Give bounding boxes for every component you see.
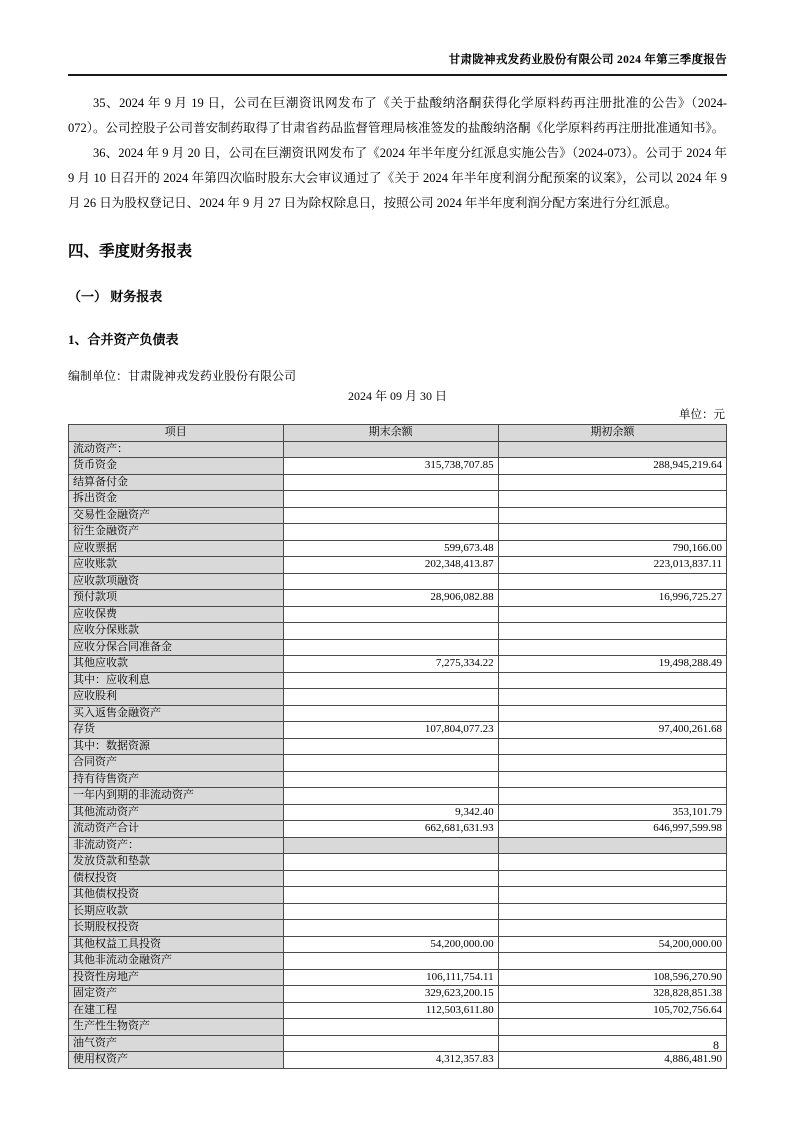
row-ending-balance <box>283 837 498 854</box>
row-label: 投资性房地产 <box>69 969 284 986</box>
row-ending-balance: 4,312,357.83 <box>283 1052 498 1069</box>
table-row <box>69 755 727 772</box>
row-label: 衍生金融资产 <box>69 524 284 541</box>
row-ending-balance <box>283 639 498 656</box>
row-label: 其中：应收利息 <box>69 672 284 689</box>
unit-label: 单位：元 <box>679 409 725 421</box>
table-row <box>69 656 727 673</box>
report-title: 甘肃陇神戎发药业股份有限公司 2024 年第三季度报告 <box>448 54 727 66</box>
table-row <box>69 557 727 574</box>
row-ending-balance <box>283 1035 498 1052</box>
row-label: 应收分保合同准备金 <box>69 639 284 656</box>
row-beginning-balance <box>498 524 726 541</box>
balance-sheet-body <box>69 441 727 1068</box>
row-beginning-balance <box>498 507 726 524</box>
row-ending-balance <box>283 738 498 755</box>
row-label: 拆出资金 <box>69 491 284 508</box>
table-row <box>69 441 727 458</box>
row-beginning-balance <box>498 903 726 920</box>
table-row <box>69 689 727 706</box>
row-ending-balance <box>283 474 498 491</box>
row-label: 其他非流动金融资产 <box>69 953 284 970</box>
row-label: 其中：数据资源 <box>69 738 284 755</box>
row-label: 货币资金 <box>69 458 284 475</box>
table-row <box>69 903 727 920</box>
row-beginning-balance: 288,945,219.64 <box>498 458 726 475</box>
row-label: 流动资产： <box>69 441 284 458</box>
row-beginning-balance: 54,200,000.00 <box>498 936 726 953</box>
table-row <box>69 821 727 838</box>
row-ending-balance: 9,342.40 <box>283 804 498 821</box>
table-row <box>69 573 727 590</box>
table-row <box>69 672 727 689</box>
row-beginning-balance <box>498 573 726 590</box>
table-row <box>69 788 727 805</box>
row-ending-balance <box>283 689 498 706</box>
table-row <box>69 722 727 739</box>
subsection-heading-financial-statements: （一） 财务报表 <box>68 289 163 304</box>
row-ending-balance <box>283 491 498 508</box>
body-text <box>68 91 727 216</box>
table-row <box>69 837 727 854</box>
table-row <box>69 639 727 656</box>
row-beginning-balance <box>498 639 726 656</box>
row-beginning-balance: 19,498,288.49 <box>498 656 726 673</box>
table-row <box>69 507 727 524</box>
row-ending-balance <box>283 920 498 937</box>
column-header-beginning-balance: 期初余额 <box>498 425 726 442</box>
row-beginning-balance: 108,596,270.90 <box>498 969 726 986</box>
row-beginning-balance <box>498 920 726 937</box>
row-label: 债权投资 <box>69 870 284 887</box>
statement-heading-balance-sheet: 1、合并资产负债表 <box>68 332 179 347</box>
row-ending-balance: 7,275,334.22 <box>283 656 498 673</box>
row-label: 非流动资产： <box>69 837 284 854</box>
table-row <box>69 623 727 640</box>
row-beginning-balance: 97,400,261.68 <box>498 722 726 739</box>
paragraph-35: 35、2024 年 9 月 19 日，公司在巨潮资讯网发布了《关于盐酸纳洛酮获得化学原料药再注册批准的公告》（2024-072）。公司控股子公司普安制药取得了甘肃省药品监督管理局核准签发的盐酸纳洛酮《化学原料药再注册批准通知书》。 <box>68 96 727 135</box>
row-ending-balance <box>283 507 498 524</box>
row-label: 生产性生物资产 <box>69 1019 284 1036</box>
page-content <box>68 0 727 1069</box>
row-label: 应收账款 <box>69 557 284 574</box>
table-row <box>69 920 727 937</box>
row-label: 其他流动资产 <box>69 804 284 821</box>
table-row <box>69 1002 727 1019</box>
row-ending-balance: 28,906,082.88 <box>283 590 498 607</box>
row-ending-balance: 315,738,707.85 <box>283 458 498 475</box>
row-ending-balance <box>283 672 498 689</box>
table-row <box>69 969 727 986</box>
statement-date: 2024 年 09 月 30 日 <box>347 389 447 403</box>
table-row <box>69 854 727 871</box>
row-beginning-balance <box>498 623 726 640</box>
column-header-ending-balance: 期末余额 <box>283 425 498 442</box>
row-beginning-balance <box>498 953 726 970</box>
row-label: 结算备付金 <box>69 474 284 491</box>
row-ending-balance: 54,200,000.00 <box>283 936 498 953</box>
row-beginning-balance: 223,013,837.11 <box>498 557 726 574</box>
row-ending-balance: 107,804,077.23 <box>283 722 498 739</box>
row-ending-balance <box>283 788 498 805</box>
row-beginning-balance <box>498 887 726 904</box>
table-row <box>69 936 727 953</box>
row-beginning-balance <box>498 441 726 458</box>
row-beginning-balance <box>498 689 726 706</box>
report-header <box>68 0 727 76</box>
row-ending-balance: 662,681,631.93 <box>283 821 498 838</box>
row-label: 买入返售金融资产 <box>69 705 284 722</box>
row-ending-balance: 202,348,413.87 <box>283 557 498 574</box>
row-beginning-balance <box>498 474 726 491</box>
row-ending-balance <box>283 870 498 887</box>
row-ending-balance <box>283 573 498 590</box>
table-row <box>69 771 727 788</box>
row-label: 发放贷款和垫款 <box>69 854 284 871</box>
row-label: 应收股利 <box>69 689 284 706</box>
row-beginning-balance <box>498 738 726 755</box>
section-heading-quarterly-statements: 四、季度财务报表 <box>68 243 193 260</box>
row-label: 长期应收款 <box>69 903 284 920</box>
table-row <box>69 474 727 491</box>
row-beginning-balance <box>498 788 726 805</box>
row-label: 油气资产 <box>69 1035 284 1052</box>
row-ending-balance <box>283 854 498 871</box>
row-ending-balance <box>283 755 498 772</box>
balance-sheet-table <box>68 424 727 1069</box>
row-beginning-balance <box>498 1019 726 1036</box>
row-label: 长期股权投资 <box>69 920 284 937</box>
table-row <box>69 1035 727 1052</box>
row-beginning-balance <box>498 705 726 722</box>
row-ending-balance <box>283 903 498 920</box>
row-beginning-balance: 790,166.00 <box>498 540 726 557</box>
column-header-item: 项目 <box>69 425 284 442</box>
table-row <box>69 870 727 887</box>
table-row <box>69 705 727 722</box>
row-beginning-balance <box>498 870 726 887</box>
row-ending-balance <box>283 771 498 788</box>
row-label: 一年内到期的非流动资产 <box>69 788 284 805</box>
row-label: 流动资产合计 <box>69 821 284 838</box>
row-label: 应收保费 <box>69 606 284 623</box>
row-beginning-balance: 105,702,756.64 <box>498 1002 726 1019</box>
paragraph-36: 36、2024 年 9 月 20 日，公司在巨潮资讯网发布了《2024 年半年度分红派息实施公告》（2024-073）。公司于 2024 年 9 月 10 日召开的 2024 年第四次临时股东大会审议通过了《关于 2024 年半年度利润分配预案的议案》，公司以 2024 年 9 月 26 日为股权登记日、2024 年 9 月 27 日为除权除息日，按照公司 2024 年半年度利润分配方案进行分红派息。 <box>68 146 727 210</box>
row-beginning-balance <box>498 771 726 788</box>
table-row <box>69 804 727 821</box>
row-label: 其他债权投资 <box>69 887 284 904</box>
table-row <box>69 1052 727 1069</box>
row-ending-balance: 106,111,754.11 <box>283 969 498 986</box>
row-ending-balance <box>283 705 498 722</box>
table-row <box>69 1019 727 1036</box>
prepared-by-line: 编制单位：甘肃陇神戎发药业股份有限公司 <box>68 369 297 383</box>
row-label: 应收分保账款 <box>69 623 284 640</box>
row-ending-balance: 599,673.48 <box>283 540 498 557</box>
table-header-row <box>69 425 727 442</box>
row-label: 其他权益工具投资 <box>69 936 284 953</box>
row-ending-balance <box>283 524 498 541</box>
row-ending-balance: 329,623,200.15 <box>283 986 498 1003</box>
row-ending-balance <box>283 887 498 904</box>
row-beginning-balance <box>498 755 726 772</box>
table-row <box>69 524 727 541</box>
row-label: 交易性金融资产 <box>69 507 284 524</box>
row-beginning-balance: 328,828,851.38 <box>498 986 726 1003</box>
row-beginning-balance <box>498 837 726 854</box>
row-ending-balance <box>283 606 498 623</box>
page-number: 8 <box>713 1038 719 1052</box>
row-beginning-balance <box>498 606 726 623</box>
table-row <box>69 590 727 607</box>
row-label: 其他应收款 <box>69 656 284 673</box>
row-ending-balance <box>283 953 498 970</box>
table-row <box>69 887 727 904</box>
row-ending-balance <box>283 623 498 640</box>
row-ending-balance <box>283 441 498 458</box>
table-row <box>69 540 727 557</box>
table-row <box>69 491 727 508</box>
row-label: 固定资产 <box>69 986 284 1003</box>
row-beginning-balance <box>498 854 726 871</box>
table-row <box>69 986 727 1003</box>
row-label: 应收款项融资 <box>69 573 284 590</box>
row-beginning-balance: 353,101.79 <box>498 804 726 821</box>
row-beginning-balance <box>498 672 726 689</box>
row-beginning-balance: 4,886,481.90 <box>498 1052 726 1069</box>
row-label: 存货 <box>69 722 284 739</box>
table-row <box>69 606 727 623</box>
table-row <box>69 458 727 475</box>
row-beginning-balance <box>498 491 726 508</box>
row-ending-balance <box>283 1019 498 1036</box>
table-row <box>69 738 727 755</box>
row-beginning-balance: 646,997,599.98 <box>498 821 726 838</box>
row-beginning-balance <box>498 1035 726 1052</box>
row-label: 应收票据 <box>69 540 284 557</box>
row-ending-balance: 112,503,611.80 <box>283 1002 498 1019</box>
table-row <box>69 953 727 970</box>
row-label: 预付款项 <box>69 590 284 607</box>
row-label: 持有待售资产 <box>69 771 284 788</box>
row-label: 合同资产 <box>69 755 284 772</box>
row-label: 使用权资产 <box>69 1052 284 1069</box>
row-label: 在建工程 <box>69 1002 284 1019</box>
row-beginning-balance: 16,996,725.27 <box>498 590 726 607</box>
